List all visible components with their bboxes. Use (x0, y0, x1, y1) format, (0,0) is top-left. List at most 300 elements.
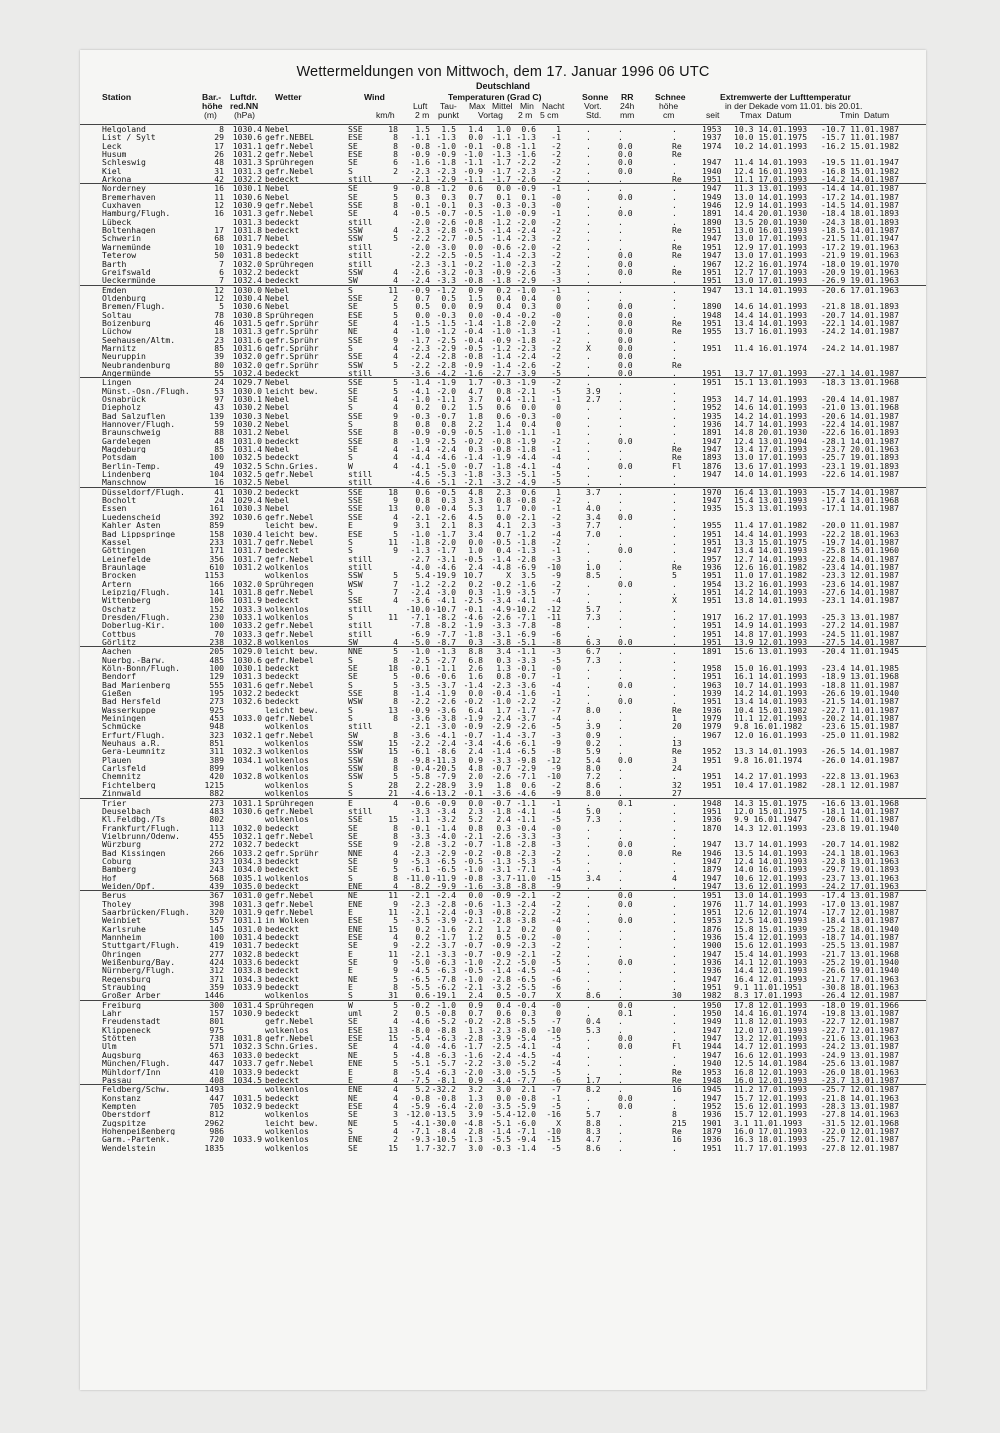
cell-wind-direction: SSE (348, 124, 363, 134)
cell-weather: bedeckt (265, 865, 300, 874)
cell-wind-speed: 8 (393, 754, 398, 765)
cell-max-temp: -0.5 (463, 208, 483, 219)
cell-min-5cm: -10 (546, 561, 561, 572)
cell-record-since: 1936 (702, 1134, 722, 1145)
cell-sunshine: 8.6 (586, 779, 601, 790)
cell-weather: bedeckt (265, 823, 300, 832)
cell-record-tmax: 11.1 12.01.1993 (734, 713, 808, 724)
cell-barometer-height: 78 (214, 309, 224, 320)
cell-barometer-height: 100 (209, 452, 224, 463)
cell-min-temp: -2.4 (516, 898, 536, 909)
cell-barometer-height: 801 (209, 1016, 224, 1027)
cell-max-temp: 1.2 (468, 932, 483, 942)
cell-min-temp: -2.6 (516, 721, 536, 732)
cell-weather: Sprühregen (265, 310, 314, 319)
cell-max-temp: -0.5 (463, 855, 483, 866)
cell-precipitation: . (618, 738, 623, 749)
cell-snow-depth: . (672, 200, 677, 211)
cell-mean-temp: -0.3 (491, 1142, 511, 1153)
cell-snow-depth: . (672, 636, 677, 647)
cell-sunshine: 8.8 (586, 1117, 601, 1128)
cell-weather: bedeckt (265, 453, 300, 462)
cell-wind-speed: 3 (393, 1109, 398, 1120)
cell-record-tmax: 11.4 17.01.1982 (734, 520, 808, 531)
cell-min-5cm: -4 (551, 713, 561, 724)
cell-weather: wolkenlos (265, 991, 309, 1000)
cell-min-5cm: -2 (551, 890, 561, 901)
cell-weather: wolkenlos (265, 1025, 309, 1035)
cell-snow-depth: . (672, 940, 677, 951)
cell-temp-2m: -4.4 (410, 452, 430, 463)
cell-barometer-height: 568 (209, 872, 224, 883)
cell-weather: gefr.Nebel (265, 166, 314, 176)
cell-snow-depth: . (672, 965, 677, 976)
cell-record-tmin: -22.7 12.01.1987 (821, 1024, 899, 1035)
cell-weather: bedeckt (265, 436, 300, 446)
cell-temp-2m: -4.1 (410, 385, 430, 396)
cell-snow-depth: Re (672, 847, 682, 858)
cell-record-since: 1936 (702, 932, 722, 942)
cell-wind-direction: SE (348, 864, 358, 875)
cell-max-temp: -1.0 (463, 957, 483, 968)
cell-dewpoint: -2.0 (436, 385, 456, 396)
cell-min-5cm: -3 (551, 275, 561, 286)
cell-min-temp: -0.3 (516, 200, 536, 211)
cell-station: Kempten (102, 1101, 137, 1111)
cell-station: Oldenburg (102, 293, 146, 303)
cell-snow-depth: . (672, 342, 677, 353)
cell-precipitation: . (618, 1016, 623, 1027)
cell-weather: Nebel (265, 504, 290, 513)
cell-wind-speed: 18 (388, 663, 398, 673)
cell-precipitation: . (618, 427, 623, 438)
cell-pressure: 1032.4 (232, 275, 262, 286)
cell-dewpoint: -0.5 (436, 486, 456, 497)
cell-min-5cm: -3 (551, 646, 561, 657)
cell-min-temp: -0.4 (516, 999, 536, 1010)
cell-record-since: 1947 (702, 880, 722, 891)
cell-max-temp: 1.0 (468, 545, 483, 556)
cell-sunshine: . (586, 545, 591, 556)
cell-precipitation: 0.0 (618, 266, 633, 277)
cell-precipitation: 0.0 (618, 679, 633, 690)
cell-min-temp: -1.6 (516, 149, 536, 160)
cell-station: Zinnwald (102, 789, 141, 798)
cell-min-5cm: -3 (551, 839, 561, 850)
cell-snow-depth: 8 (672, 1109, 677, 1120)
cell-record-tmax: 13.3 14.01.1993 (734, 746, 808, 757)
cell-mean-temp: -2.8 (491, 973, 511, 984)
cell-precipitation: . (618, 805, 623, 816)
cell-wind-speed: 4 (393, 932, 398, 942)
cell-min-5cm: -1 (551, 503, 561, 514)
cell-min-5cm: -2 (551, 377, 561, 388)
cell-dewpoint: -28.9 (431, 779, 456, 790)
cell-barometer-height: 2962 (204, 1117, 224, 1128)
cell-station: Deuselbach (102, 806, 151, 816)
cell-min-temp: -2.3 (516, 258, 536, 269)
cell-weather: leicht bew. (265, 705, 319, 715)
cell-record-since: 1947 (702, 284, 722, 295)
cell-precipitation: 0.0 (618, 250, 633, 261)
cell-wind-direction: S (348, 679, 353, 690)
cell-temp-2m: -5.4 (410, 1066, 430, 1077)
cell-max-temp: 0.3 (468, 200, 483, 211)
cell-mean-temp: -1.4 (491, 746, 511, 757)
cell-record-since: 1982 (702, 990, 722, 1001)
cell-barometer-height: 851 (209, 738, 224, 749)
cell-dewpoint: -5.0 (436, 460, 456, 471)
cell-snow-depth: . (672, 797, 677, 808)
cell-temp-2m: -1.4 (410, 688, 430, 699)
cell-barometer-height: 23 (214, 334, 224, 345)
cell-min-5cm: 0 (556, 301, 561, 312)
cell-wind-speed: 4 (393, 326, 398, 337)
cell-record-since: 1947 (702, 157, 722, 168)
cell-weather: leicht bew. (265, 647, 319, 656)
header-max: Max (469, 101, 486, 111)
cell-wind-speed: 15 (388, 923, 398, 934)
cell-min-temp: -4.1 (516, 805, 536, 816)
cell-sunshine: X (586, 342, 591, 353)
cell-dewpoint: -4.1 (436, 595, 456, 606)
cell-record-tmin: -19.8 13.01.1987 (821, 1008, 899, 1019)
cell-weather: Nebel (265, 478, 290, 487)
cell-max-temp: -0.5 (463, 225, 483, 236)
cell-wind-direction: NE (348, 973, 358, 984)
cell-record-since: 1951 (702, 628, 722, 639)
header-vortag: Vortag (478, 110, 503, 120)
cell-min-5cm: -2 (551, 174, 561, 185)
cell-min-temp: -3.8 (516, 915, 536, 926)
cell-mean-temp: 0.6 (496, 402, 511, 413)
cell-wind-direction: SSW (348, 570, 363, 581)
cell-record-tmax: 14.4 16.01.1974 (734, 1008, 808, 1019)
cell-record-tmin: -18.9 13.01.1968 (821, 671, 899, 682)
cell-mean-temp: -1.3 (491, 149, 511, 160)
cell-pressure: 1031.9 (232, 241, 262, 252)
cell-mean-temp: -1.0 (491, 326, 511, 337)
cell-sunshine: . (586, 419, 591, 430)
cell-pressure: 1031.3 (232, 208, 262, 219)
cell-record-tmin: -26.6 19.01.1940 (821, 965, 899, 976)
cell-station: Helgoland (102, 125, 146, 134)
cell-wind-speed: 2 (393, 292, 398, 303)
cell-sunshine: . (586, 1058, 591, 1069)
cell-dewpoint: -1.0 (436, 140, 456, 151)
cell-min-temp: -6.5 (516, 746, 536, 757)
cell-mean-temp: -1.4 (491, 1125, 511, 1136)
cell-weather: bedeckt (265, 924, 300, 933)
cell-mean-temp: -3.2 (491, 982, 511, 993)
cell-min-5cm: 0 (556, 402, 561, 413)
cell-mean-temp: -3.9 (491, 1033, 511, 1044)
cell-record-tmin: -15.7 14.01.1987 (821, 486, 899, 497)
cell-max-temp: -2.1 (463, 477, 483, 488)
cell-station: Leinefelde (102, 554, 151, 563)
cell-dewpoint: -0.1 (436, 200, 456, 211)
cell-precipitation: 0.0 (618, 309, 633, 320)
cell-min-temp: -7.8 (516, 620, 536, 631)
cell-min-temp: -1.1 (516, 140, 536, 151)
cell-temp-2m: -7.8 (410, 620, 430, 631)
cell-snow-depth: . (672, 814, 677, 825)
cell-max-temp: -2.2 (463, 1058, 483, 1069)
cell-max-temp: -0.5 (463, 427, 483, 438)
cell-record-since: 1951 (702, 595, 722, 606)
cell-sunshine: . (586, 326, 591, 337)
cell-dewpoint: -3.0 (436, 241, 456, 252)
cell-record-tmin: -25.6 13.01.1987 (821, 1058, 899, 1069)
cell-mean-temp: X (506, 570, 511, 581)
cell-weather: wolkenlos (265, 722, 309, 731)
cell-weather: bedeckt (265, 175, 300, 184)
cell-barometer-height: 1835 (204, 1142, 224, 1153)
cell-mean-temp: 0.4 (496, 545, 511, 556)
cell-temp-2m: 0.8 (415, 419, 430, 430)
cell-temp-2m: 0.8 (415, 495, 430, 506)
cell-dewpoint: -3.9 (436, 915, 456, 926)
cell-min-temp: -6.9 (516, 561, 536, 572)
cell-weather: bedeckt (265, 933, 300, 942)
cell-temp-2m: 5.2 (415, 1084, 430, 1095)
cell-barometer-height: 300 (209, 999, 224, 1010)
cell-sunshine: . (586, 847, 591, 858)
cell-min-temp: 0.3 (521, 301, 536, 312)
cell-record-tmax: 13.2 16.01.1993 (734, 578, 808, 589)
cell-sunshine: 5.3 (586, 1024, 601, 1035)
cell-temp-2m: -5.3 (410, 855, 430, 866)
cell-min-5cm: -7 (551, 1016, 561, 1027)
cell-max-temp: -1.1 (463, 157, 483, 168)
cell-record-tmax: 11.0 17.01.1982 (734, 570, 808, 581)
cell-mean-temp: 0.8 (496, 671, 511, 682)
cell-dewpoint: 0.5 (441, 292, 456, 303)
cell-record-since: 1891 (702, 208, 722, 219)
cell-mean-temp: -1.0 (491, 208, 511, 219)
cell-wind-speed: 4 (393, 1041, 398, 1052)
cell-barometer-height: 899 (209, 763, 224, 774)
cell-precipitation: 0.0 (618, 1041, 633, 1052)
cell-pressure: 1030.2 (232, 419, 262, 430)
cell-wind-speed: 4 (393, 1084, 398, 1095)
cell-sunshine: 5.7 (586, 603, 601, 614)
cell-max-temp: -0.4 (463, 334, 483, 345)
cell-record-since: 1951 (702, 890, 722, 901)
cell-wind-direction: SE (348, 385, 358, 396)
cell-dewpoint: -3.6 (436, 704, 456, 715)
cell-wind-direction: SE (348, 157, 358, 168)
cell-record-tmin: -24.2 17.01.1963 (821, 880, 899, 891)
cell-pressure: 1031.3 (232, 165, 262, 176)
cell-snow-depth: . (672, 402, 677, 413)
cell-record-since: 1947 (702, 1024, 722, 1035)
cell-snow-depth: . (672, 957, 677, 968)
cell-min-5cm: -2 (551, 165, 561, 176)
cell-snow-depth: . (672, 410, 677, 421)
cell-min-5cm: -2 (551, 216, 561, 227)
cell-min-5cm: -1 (551, 1092, 561, 1103)
cell-dewpoint: -3.0 (436, 721, 456, 732)
cell-weather: bedeckt (265, 276, 300, 285)
cell-wind-direction: SE (348, 671, 358, 682)
cell-sunshine: . (586, 460, 591, 471)
cell-min-5cm: -5 (551, 1033, 561, 1044)
cell-barometer-height: 158 (209, 528, 224, 539)
cell-temp-2m: -7.1 (410, 1125, 430, 1136)
cell-wind-direction: SE (348, 183, 358, 194)
cell-record-tmax: 13.5 20.01.1930 (734, 216, 808, 227)
cell-wind-direction: SSE (348, 595, 363, 606)
cell-record-since: 1947 (702, 872, 722, 883)
cell-weather: wolkenlos (265, 789, 309, 798)
cell-max-temp: -0.2 (463, 1016, 483, 1027)
cell-record-tmin: -23.3 12.01.1987 (821, 570, 899, 581)
cell-dewpoint: -3.4 (436, 805, 456, 816)
cell-temp-2m: -5.0 (410, 957, 430, 968)
cell-min-5cm: -12 (546, 754, 561, 765)
cell-temp-2m: -2.0 (410, 241, 430, 252)
cell-snow-depth: . (672, 1092, 677, 1103)
cell-max-temp: -2.1 (463, 982, 483, 993)
cell-pressure: 1031.1 (232, 797, 262, 808)
cell-temp-2m: -0.9 (410, 149, 430, 160)
cell-precipitation: . (618, 1024, 623, 1035)
cell-min-5cm: -0 (551, 663, 561, 673)
cell-barometer-height: 419 (209, 940, 224, 951)
cell-min-temp: -4.6 (516, 788, 536, 799)
cell-record-since: 1951 (702, 241, 722, 252)
cell-weather: Sprühregen (265, 1000, 314, 1010)
cell-record-tmax: 12.5 14.01.1993 (734, 915, 808, 926)
cell-min-temp: -1.9 (516, 377, 536, 388)
cell-pressure: 1030.0 (232, 385, 262, 396)
cell-max-temp: 2.2 (468, 419, 483, 430)
cell-mean-temp: 0.5 (496, 932, 511, 942)
cell-sunshine: . (586, 309, 591, 320)
cell-precipitation: 0.0 (618, 334, 633, 345)
cell-station: Essen (102, 504, 127, 513)
cell-mean-temp: -1.2 (491, 216, 511, 227)
cell-record-tmax: 13.1 14.01.1993 (734, 284, 808, 295)
cell-mean-temp: -1.4 (491, 965, 511, 976)
cell-min-5cm: -2 (551, 578, 561, 589)
cell-wind-speed: 4 (393, 317, 398, 328)
cell-max-temp: -4.8 (463, 1117, 483, 1128)
cell-pressure: 1031.3 (232, 157, 262, 168)
cell-sunshine: . (586, 923, 591, 934)
cell-max-temp: 0.0 (468, 688, 483, 699)
cell-weather: Nebel (265, 420, 290, 429)
cell-wind-direction: SSE (348, 200, 363, 211)
cell-barometer-height: 7 (219, 275, 224, 286)
cell-record-since: 1951 (702, 696, 722, 707)
cell-dewpoint: -5.1 (436, 477, 456, 488)
cell-barometer-height: 100 (209, 932, 224, 942)
cell-station: Zugspitze (102, 1118, 146, 1127)
cell-max-temp: -0.5 (463, 342, 483, 353)
cell-min-temp: -0.2 (516, 309, 536, 320)
cell-record-tmax: 13.5 14.01.1993 (734, 847, 808, 858)
cell-station: Lübeck (102, 217, 132, 227)
cell-dewpoint: -2.6 (436, 696, 456, 707)
cell-snow-depth: . (672, 1100, 677, 1111)
cell-min-temp: -2.3 (516, 847, 536, 858)
cell-max-temp: -0.8 (463, 351, 483, 362)
cell-weather: wolkenlos (265, 815, 309, 824)
cell-sunshine: . (586, 157, 591, 168)
cell-sunshine: . (586, 233, 591, 244)
cell-max-temp: 0.0 (468, 309, 483, 320)
cell-precipitation: 0.0 (618, 915, 633, 926)
cell-record-tmin: -27.2 14.01.1987 (821, 620, 899, 631)
cell-record-since: 1947 (702, 973, 722, 984)
cell-wind-speed: 8 (393, 427, 398, 438)
cell-min-temp: -7.1 (516, 864, 536, 875)
cell-mean-temp: 1.7 (496, 503, 511, 514)
cell-record-tmin: -18.0 19.01.1970 (821, 258, 899, 269)
cell-record-tmin: -20.0 11.01.1987 (821, 520, 899, 531)
cell-station: Schleswig (102, 158, 146, 167)
cell-pressure: 1030.6 (232, 654, 262, 665)
cell-wind-direction: uml (348, 1008, 363, 1019)
cell-weather: gefr.Nebel (265, 209, 314, 218)
cell-record-tmin: -22.7 12.01.1987 (821, 1016, 899, 1027)
cell-dewpoint: -13.5 (431, 1109, 456, 1120)
cell-record-tmax: 13.0 14.01.1993 (734, 890, 808, 901)
cell-temp-2m: -2.6 (410, 266, 430, 277)
cell-min-temp: 3.5 (521, 570, 536, 581)
cell-min-temp: -2.2 (516, 906, 536, 917)
cell-min-5cm: 1 (556, 124, 561, 134)
cell-wind-speed: 8 (393, 1066, 398, 1077)
cell-record-since: 1953 (702, 124, 722, 134)
cell-snow-depth: . (672, 351, 677, 362)
cell-min-5cm: -2 (551, 435, 561, 446)
cell-dewpoint: -8.2 (436, 611, 456, 622)
cell-record-tmax: 13.7 14.01.1993 (734, 839, 808, 850)
cell-pressure: 1031.4 (232, 932, 262, 942)
cell-record-tmin: -17.2 14.01.1987 (821, 191, 899, 202)
cell-record-tmin: -21.8 14.01.1963 (821, 1092, 899, 1103)
cell-precipitation: . (618, 932, 623, 942)
cell-record-since: 1946 (702, 200, 722, 211)
cell-pressure: 1031.2 (232, 427, 262, 438)
cell-min-temp: -3.7 (516, 729, 536, 740)
cell-mean-temp: -0.7 (491, 763, 511, 774)
cell-dewpoint: -2.4 (436, 890, 456, 901)
cell-max-temp: 0.6 (468, 183, 483, 194)
cell-mean-temp: -0.9 (491, 890, 511, 901)
cell-station: Weinbiet (102, 916, 141, 925)
cell-station: Karlsruhe (102, 924, 146, 933)
cell-pressure: 1034.3 (232, 855, 262, 866)
cell-wind-direction: ESE (348, 528, 363, 539)
cell-pressure: 1034.5 (232, 1074, 262, 1085)
cell-dewpoint: -0.4 (436, 503, 456, 514)
cell-mean-temp: -1.8 (491, 275, 511, 286)
cell-wind-speed: 4 (393, 1074, 398, 1085)
cell-wind-direction: still (348, 561, 373, 572)
cell-mean-temp: 0.7 (496, 528, 511, 539)
cell-dewpoint: -8.8 (436, 1024, 456, 1035)
cell-station: Klippeneck (102, 1025, 151, 1035)
cell-station: Saarbrücken/Flugh. (102, 907, 190, 917)
cell-mean-temp: -1.1 (491, 132, 511, 143)
cell-wind-direction: SSW (348, 225, 363, 236)
cell-wind-speed: 5 (393, 973, 398, 984)
cell-station: Osnabrück (102, 395, 146, 404)
